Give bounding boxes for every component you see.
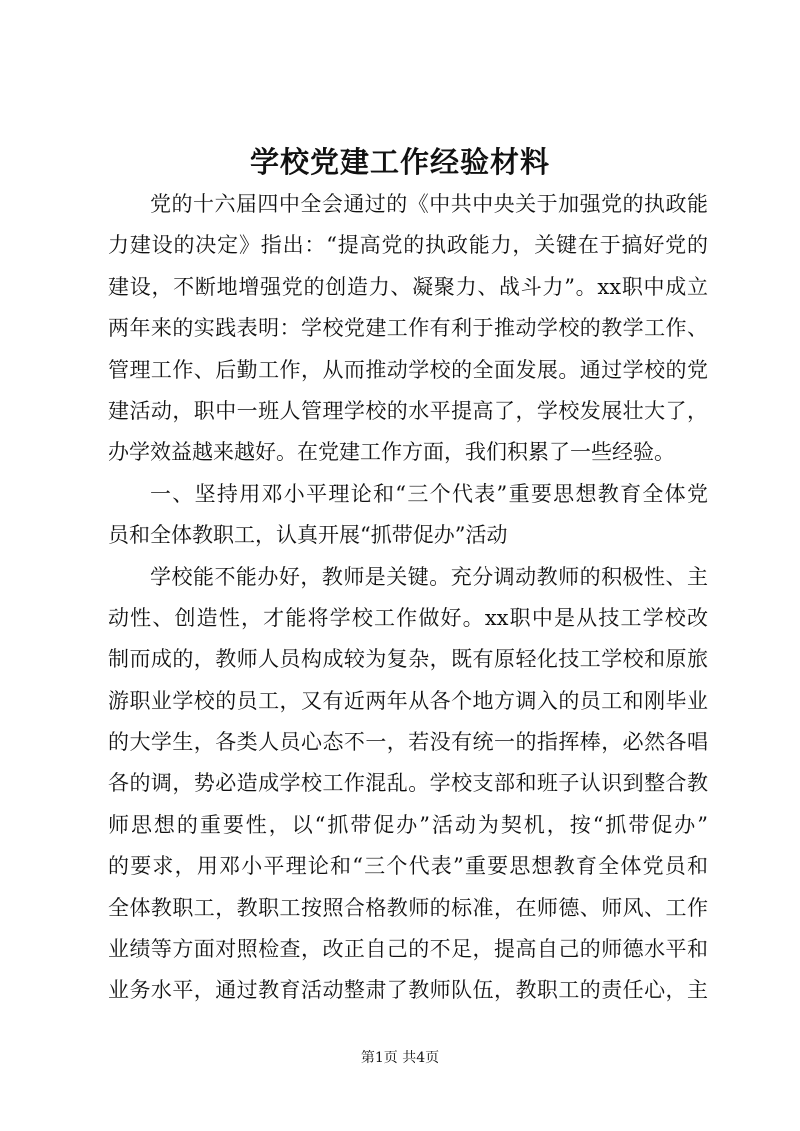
text-line: 业绩等方面对照检查，改正自己的不足，提高自己的师德水平和 <box>108 937 708 962</box>
document-body <box>108 184 708 1012</box>
text-line: 动性、创造性，才能将学校工作做好。xx职中是从技工学校改 <box>108 605 708 630</box>
text-line: 的大学生，各类人员心态不一，若没有统一的指挥棒，必然各唱 <box>108 730 708 755</box>
text-line: 党的十六届四中全会通过的《中共中央关于加强党的执政能 <box>150 192 708 216</box>
page-footer: 第1页 共4页 <box>360 1050 440 1066</box>
text-line: 游职业学校的员工，又有近两年从各个地方调入的员工和刚毕业 <box>108 688 708 713</box>
text-line: 业务水平，通过教育活动整肃了教师队伍，教职工的责任心，主 <box>108 978 708 1003</box>
text-line: 办学效益越来越好。在党建工作方面，我们积累了一些经验。 <box>108 440 675 465</box>
text-line: 建活动，职中一班人管理学校的水平提高了，学校发展壮大了， <box>108 398 708 423</box>
document-title: 学校党建工作经验材料 <box>249 145 550 179</box>
text-line: 力建设的决定》指出：“提高党的执政能力，关键在于搞好党的 <box>108 233 708 258</box>
text-line: 管理工作、后勤工作，从而推动学校的全面发展。通过学校的党 <box>108 357 708 382</box>
text-line: 各的调，势必造成学校工作混乱。学校支部和班子认识到整合教 <box>108 771 708 796</box>
text-line: 学校能不能办好，教师是关键。充分调动教师的积极性、主 <box>150 564 708 589</box>
text-line: 建设，不断地增强党的创造力、凝聚力、战斗力”。xx职中成立 <box>108 274 708 299</box>
text-line: 制而成的，教师人员构成较为复杂，既有原轻化技工学校和原旅 <box>108 647 708 672</box>
text-line: 师思想的重要性，以“抓带促办”活动为契机，按“抓带促办” <box>108 812 708 837</box>
text-line: 的要求，用邓小平理论和“三个代表”重要思想教育全体党员和 <box>108 854 708 879</box>
section-heading-line: 一、坚持用邓小平理论和“三个代表”重要思想教育全体党 <box>150 481 708 506</box>
section-heading-line: 员和全体教职工，认真开展“抓带促办”活动 <box>108 523 508 548</box>
text-line: 全体教职工，教职工按照合格教师的标准，在师德、师风、工作 <box>108 895 708 920</box>
text-line: 两年来的实践表明：学校党建工作有利于推动学校的教学工作、 <box>108 316 708 341</box>
